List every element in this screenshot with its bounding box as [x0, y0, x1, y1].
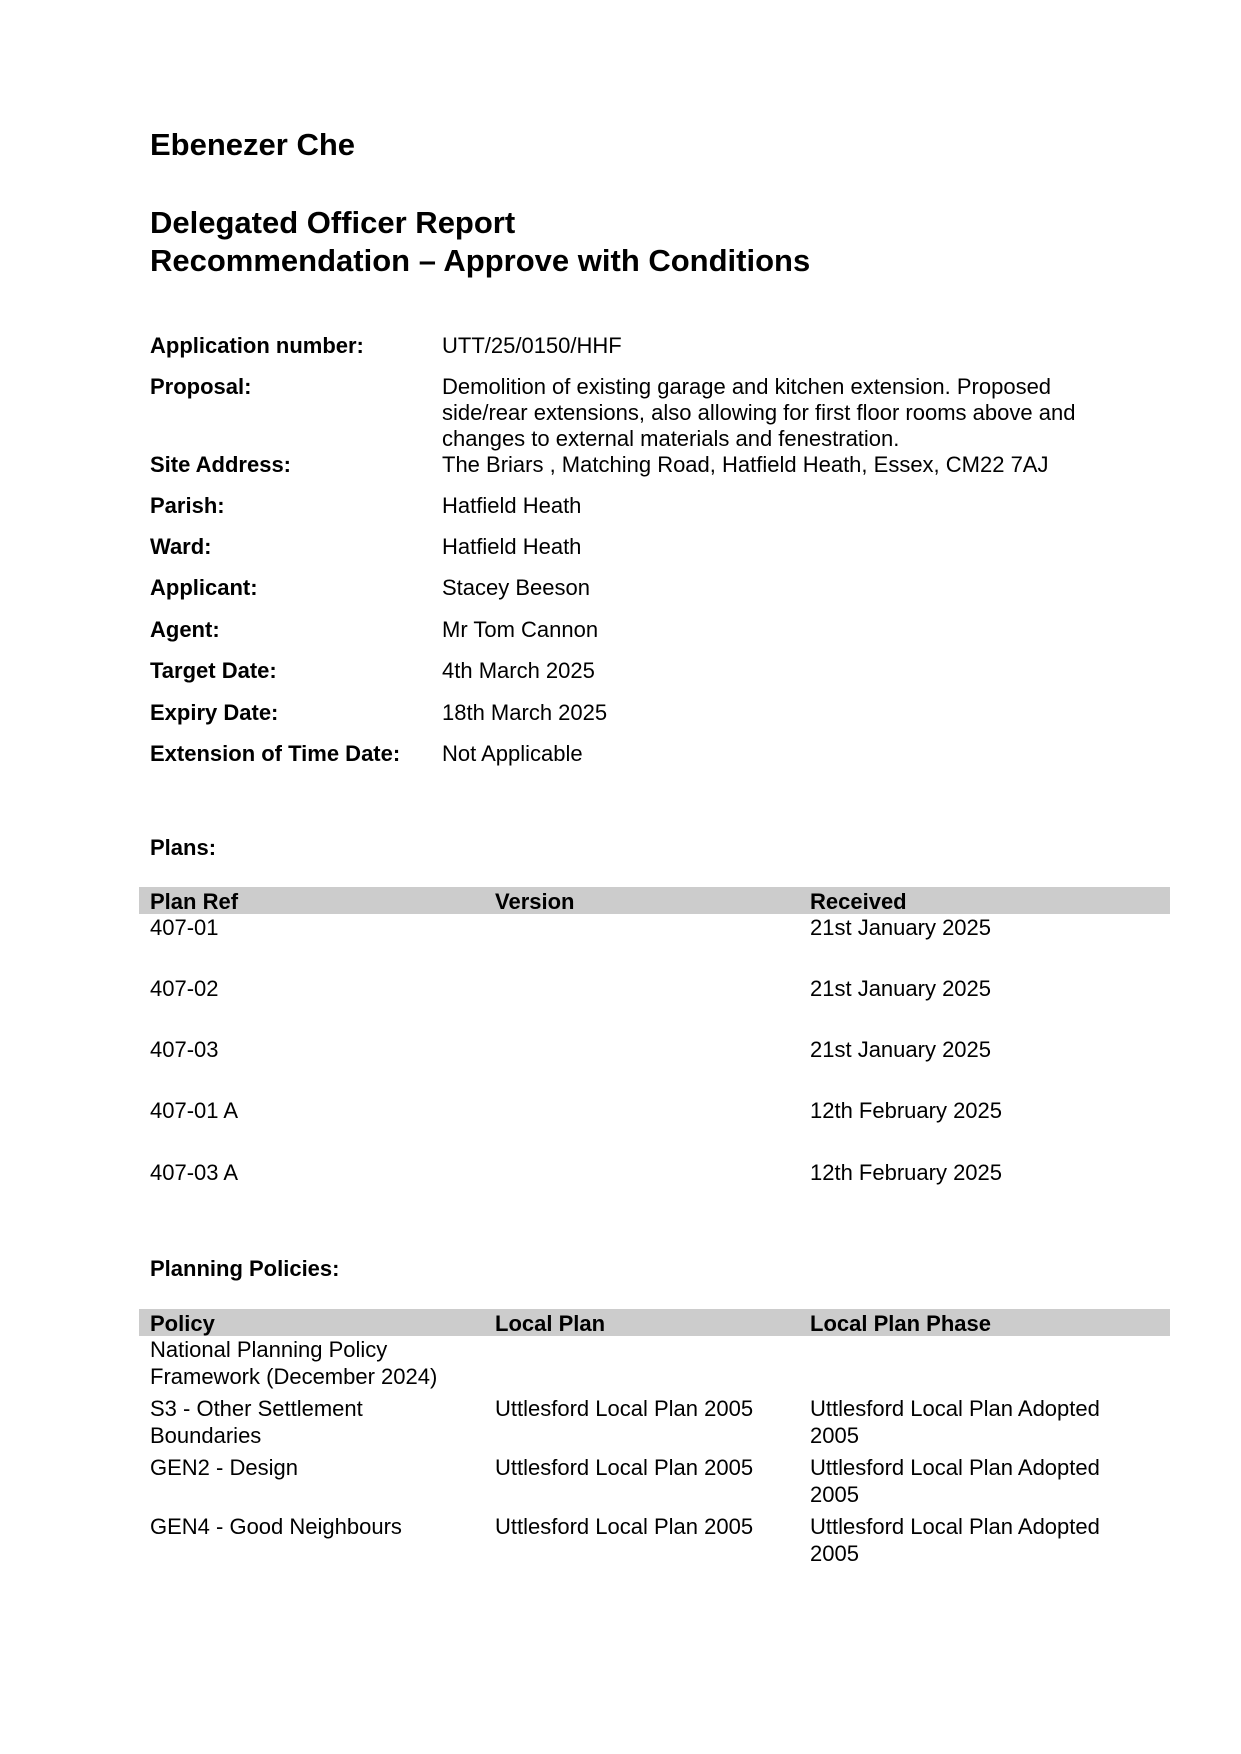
local-plan-phase-cell	[810, 1454, 1100, 1508]
column-header-local-plan: Local Plan	[495, 1311, 606, 1336]
table-row	[139, 1454, 1170, 1513]
detail-value: Hatfield Heath	[442, 493, 582, 518]
plan-ref-cell: 407-01 A	[150, 1098, 239, 1123]
column-header-version: Version	[495, 889, 575, 914]
phase-line-1: Uttlesford Local Plan Adopted	[810, 1396, 1100, 1421]
policy-line-1: National Planning Policy	[150, 1337, 388, 1362]
table-row	[139, 1159, 1170, 1189]
plans-heading: Plans:	[150, 835, 217, 860]
policy-line-1: S3 - Other Settlement	[150, 1396, 363, 1421]
plan-ref-cell: 407-03	[150, 1037, 219, 1062]
local-plan-phase-cell	[810, 1513, 1100, 1567]
policy-cell	[150, 1395, 363, 1449]
detail-row-site-address	[150, 452, 1090, 493]
report-title-line-1: Delegated Officer Report	[150, 205, 516, 240]
detail-row-agent	[150, 617, 1090, 658]
plan-received-cell: 12th February 2025	[810, 1098, 1003, 1123]
column-header-received: Received	[810, 889, 907, 914]
phase-line-1: Uttlesford Local Plan Adopted	[810, 1514, 1100, 1539]
detail-row-proposal	[150, 374, 1090, 452]
detail-label: Extension of Time Date:	[150, 741, 401, 766]
plan-received-cell: 21st January 2025	[810, 1037, 992, 1062]
detail-label: Agent:	[150, 617, 220, 642]
detail-label: Parish:	[150, 493, 225, 518]
detail-value: Mr Tom Cannon	[442, 617, 599, 642]
detail-label: Application number:	[150, 333, 364, 358]
plan-ref-cell: 407-03 A	[150, 1160, 239, 1185]
detail-label: Target Date:	[150, 658, 277, 683]
detail-label: Ward:	[150, 534, 212, 559]
detail-row-ward	[150, 534, 1090, 575]
detail-value: Stacey Beeson	[442, 575, 590, 600]
plan-ref-cell: 407-02	[150, 976, 219, 1001]
policy-cell	[150, 1454, 298, 1481]
plan-received-cell: 21st January 2025	[810, 915, 992, 940]
plan-ref-cell: 407-01	[150, 915, 219, 940]
detail-row-extension-of-time	[150, 741, 1090, 771]
table-row	[139, 1036, 1170, 1097]
detail-value: Not Applicable	[442, 741, 583, 766]
table-row	[139, 1336, 1170, 1395]
plan-received-cell: 12th February 2025	[810, 1160, 1003, 1185]
column-header-local-plan-phase: Local Plan Phase	[810, 1311, 991, 1336]
phase-line-2: 2005	[810, 1482, 859, 1507]
detail-value: 4th March 2025	[442, 658, 595, 683]
table-row	[139, 1097, 1170, 1159]
table-row	[139, 975, 1170, 1036]
policy-line-2: Framework (December 2024)	[150, 1364, 438, 1389]
detail-label: Applicant:	[150, 575, 258, 600]
policy-line-2: Boundaries	[150, 1423, 262, 1448]
detail-value: 18th March 2025	[442, 700, 608, 725]
table-row	[139, 1513, 1170, 1572]
local-plan-cell: Uttlesford Local Plan 2005	[495, 1514, 754, 1539]
policy-cell	[150, 1336, 437, 1390]
detail-row-expiry-date	[150, 700, 1090, 741]
planning-policies-heading: Planning Policies:	[150, 1256, 340, 1281]
table-row	[139, 1395, 1170, 1454]
detail-value: UTT/25/0150/HHF	[442, 333, 622, 358]
detail-row-applicant	[150, 575, 1090, 617]
phase-line-2: 2005	[810, 1423, 859, 1448]
column-header-plan-ref: Plan Ref	[150, 889, 239, 914]
policy-cell	[150, 1513, 402, 1540]
detail-value: Demolition of existing garage and kitchen extension. Proposed side/rear extensions, also allowing for first floor rooms above and changes to external materials and fenestration.	[442, 374, 1076, 451]
local-plan-phase-cell	[810, 1395, 1100, 1449]
policies-table	[139, 1309, 1170, 1572]
detail-row-target-date	[150, 658, 1090, 700]
report-title-line-2: Recommendation – Approve with Conditions	[150, 243, 811, 278]
policy-line-1: GEN4 - Good Neighbours	[150, 1514, 402, 1539]
detail-row-parish	[150, 493, 1090, 534]
column-header-policy: Policy	[150, 1311, 215, 1336]
phase-line-1: Uttlesford Local Plan Adopted	[810, 1455, 1100, 1480]
plan-received-cell: 21st January 2025	[810, 976, 992, 1001]
detail-row-application-number	[150, 333, 1090, 374]
author-name: Ebenezer Che	[150, 127, 356, 162]
plans-table-header	[139, 887, 1170, 914]
phase-line-2: 2005	[810, 1541, 859, 1566]
local-plan-cell: Uttlesford Local Plan 2005	[495, 1396, 754, 1421]
table-row	[139, 914, 1170, 975]
report-title	[150, 204, 810, 280]
policy-line-1: GEN2 - Design	[150, 1455, 298, 1480]
detail-label: Expiry Date:	[150, 700, 279, 725]
application-details	[150, 333, 1090, 771]
plans-table	[139, 887, 1170, 1189]
detail-label: Site Address:	[150, 452, 292, 477]
local-plan-cell: Uttlesford Local Plan 2005	[495, 1455, 754, 1480]
policies-table-header	[139, 1309, 1170, 1336]
detail-value: Hatfield Heath	[442, 534, 582, 559]
detail-label: Proposal:	[150, 374, 252, 399]
detail-value: The Briars , Matching Road, Hatfield Heath, Essex, CM22 7AJ	[442, 452, 1049, 477]
